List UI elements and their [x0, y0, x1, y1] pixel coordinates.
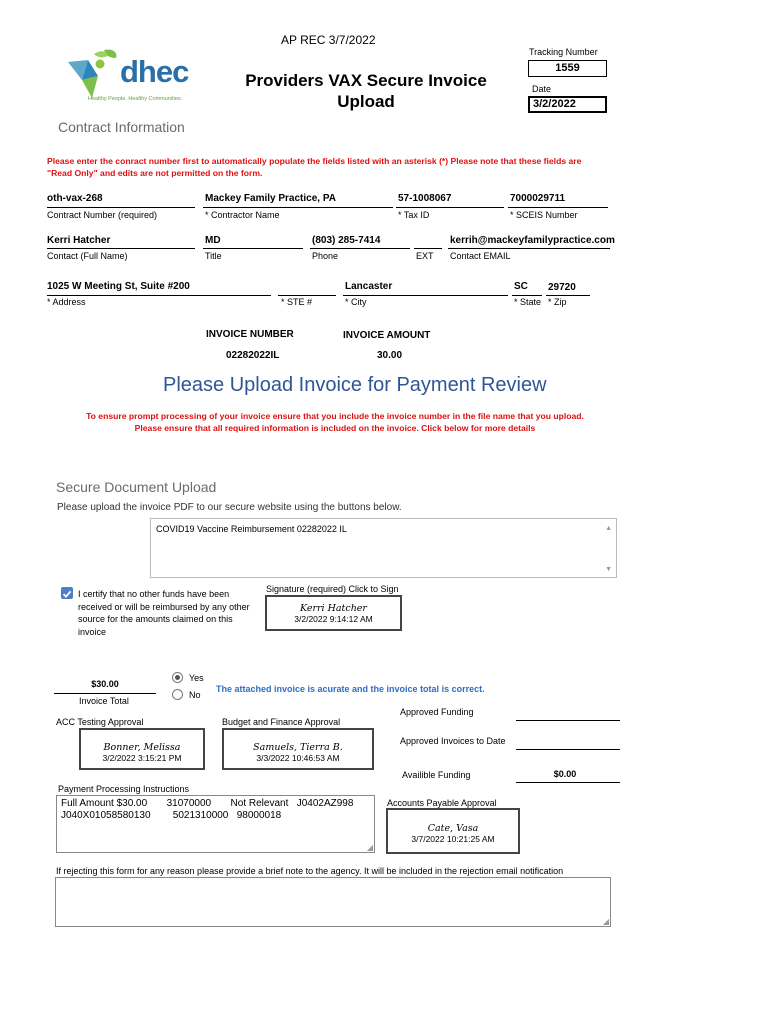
- checkmark-icon: [61, 588, 73, 600]
- yes-label: Yes: [189, 673, 204, 683]
- date-field[interactable]: 3/2/2022: [528, 96, 607, 113]
- email-label: Contact EMAIL: [450, 251, 511, 261]
- payment-line-1: Full Amount $30.00 31070000 Not Relevant J0402AZ998: [61, 798, 354, 809]
- received-stamp: AP REC 3/7/2022: [281, 33, 376, 47]
- scroll-down-icon[interactable]: ▼: [605, 566, 612, 573]
- tracking-field[interactable]: 1559: [528, 60, 607, 77]
- resize-handle-icon[interactable]: ◢: [366, 843, 373, 852]
- ap-signature-box[interactable]: [386, 808, 520, 854]
- approved-funding-label: Approved Funding: [400, 707, 474, 717]
- invoice-total-label: Invoice Total: [79, 696, 129, 706]
- contract-section-title: Contract Information: [58, 119, 185, 135]
- certify-text: I certify that no other funds have been received or will be reimbursed by any other source for the amounts claimed on this invoice: [78, 589, 250, 637]
- approved-to-date-label: Approved Invoices to Date: [400, 736, 506, 746]
- address-label: * Address: [47, 297, 86, 307]
- certify-checkbox[interactable]: [61, 587, 73, 599]
- available-funding-label: Availible Funding: [402, 770, 471, 780]
- invoice-amount-field[interactable]: 30.00: [377, 350, 403, 361]
- ap-approval-label: Accounts Payable Approval: [387, 798, 497, 808]
- invoice-number-label: INVOICE NUMBER: [206, 329, 294, 340]
- title-label: Title: [205, 251, 222, 261]
- certify-signature-name: Kerri Hatcher: [300, 603, 367, 614]
- yes-radio[interactable]: [172, 672, 183, 683]
- phone-label: Phone: [312, 251, 339, 261]
- logo-tagline: Healthy People. Healthy Communities.: [88, 96, 183, 102]
- state-field: SC: [514, 281, 528, 292]
- tax-id-field: 57-1008067: [398, 193, 452, 204]
- zip-field: 29720: [548, 282, 576, 293]
- date-label: Date: [532, 84, 552, 94]
- tax-id-label: * Tax ID: [398, 210, 430, 220]
- acc-signature-date: 3/2/2022 3:15:21 PM: [102, 753, 182, 763]
- invoice-amount-label: INVOICE AMOUNT: [343, 330, 431, 341]
- ap-signature-date: 3/7/2022 10:21:25 AM: [411, 834, 495, 844]
- ste-label: * STE #: [281, 297, 313, 307]
- city-label: * City: [345, 297, 367, 307]
- payment-line-2: J040X01058580130 5021310000 98000018: [61, 810, 282, 821]
- page-title: Providers VAX Secure Invoice Upload: [245, 71, 487, 111]
- budget-signature-box[interactable]: [222, 728, 374, 770]
- contractor-name-label: * Contractor Name: [205, 210, 280, 220]
- upload-notice: To ensure prompt processing of your invoice ensure that you include the invoice number in the file name that you upload. Please ensure that all required information is included on the invoice. Click below for more details: [86, 411, 584, 433]
- invoice-confirm-text: The attached invoice is acurate and the invoice total is correct.: [216, 684, 485, 694]
- certify-signature-date: 3/2/2022 9:14:12 AM: [294, 614, 373, 624]
- contact-name-label: Contact (Full Name): [47, 251, 128, 261]
- scroll-up-icon[interactable]: ▲: [605, 525, 612, 532]
- title-field[interactable]: MD: [205, 235, 221, 246]
- state-label: * State: [514, 297, 542, 307]
- invoice-total-field: $30.00: [91, 679, 119, 689]
- dhec-logo: [64, 44, 198, 106]
- available-funding-field: $0.00: [553, 769, 577, 779]
- reject-note-textarea[interactable]: [55, 877, 611, 927]
- logo-text: dhec: [120, 54, 189, 89]
- sceis-label: * SCEIS Number: [510, 210, 578, 220]
- zip-label: * Zip: [548, 297, 567, 307]
- budget-signature-date: 3/3/2022 10:46:53 AM: [256, 753, 340, 763]
- payment-instructions-textarea[interactable]: [56, 795, 375, 853]
- uploaded-file-name: COVID19 Vaccine Reimbursement 02282022 IL: [156, 524, 347, 534]
- reject-note-label: If rejecting this form for any reason please provide a brief note to the agency. It will be included in the rejection email notification: [56, 866, 564, 876]
- email-field[interactable]: kerrih@mackeyfamilypractice.com: [450, 235, 615, 246]
- acc-signature-box[interactable]: [79, 728, 205, 770]
- address-field: 1025 W Meeting St, Suite #200: [47, 281, 190, 292]
- contract-notice: Please enter the conract number first to automatically populate the fields listed with an asterisk (*) Please note that these fields are "Read Only" and edits are not permitted on the form.: [47, 156, 582, 178]
- city-field: Lancaster: [345, 281, 393, 292]
- budget-approval-label: Budget and Finance Approval: [222, 717, 341, 727]
- phone-field[interactable]: (803) 285-7414: [312, 235, 381, 246]
- sceis-field: 7000029711: [510, 193, 566, 204]
- no-label: No: [189, 690, 201, 700]
- ap-signature-name: Cate, Vasa: [427, 823, 479, 834]
- payment-instructions-label: Payment Processing Instructions: [58, 784, 190, 794]
- uploaded-file-list[interactable]: [150, 518, 617, 578]
- contact-name-field[interactable]: Kerri Hatcher: [47, 235, 111, 246]
- upload-heading: Please Upload Invoice for Payment Review: [163, 374, 547, 396]
- no-radio[interactable]: [172, 689, 183, 700]
- invoice-number-field[interactable]: 02282022IL: [226, 350, 280, 361]
- tracking-label: Tracking Number: [529, 47, 598, 57]
- upload-instructions: Please upload the invoice PDF to our secure website using the buttons below.: [57, 502, 402, 513]
- signature-label: Signature (required) Click to Sign: [266, 584, 399, 594]
- secure-upload-title: Secure Document Upload: [56, 479, 217, 495]
- ext-label: EXT: [416, 251, 434, 261]
- contract-number-field[interactable]: oth-vax-268: [47, 193, 103, 204]
- acc-signature-name: Bonner, Melissa: [103, 742, 181, 753]
- contractor-name-field: Mackey Family Practice, PA: [205, 193, 336, 204]
- certify-signature-box[interactable]: [265, 595, 402, 631]
- budget-signature-name: Samuels, Tierra B.: [253, 742, 343, 753]
- contract-number-label: Contract Number (required): [47, 210, 158, 220]
- acc-approval-label: ACC Testing Approval: [56, 717, 144, 727]
- resize-handle-icon[interactable]: ◢: [602, 917, 609, 926]
